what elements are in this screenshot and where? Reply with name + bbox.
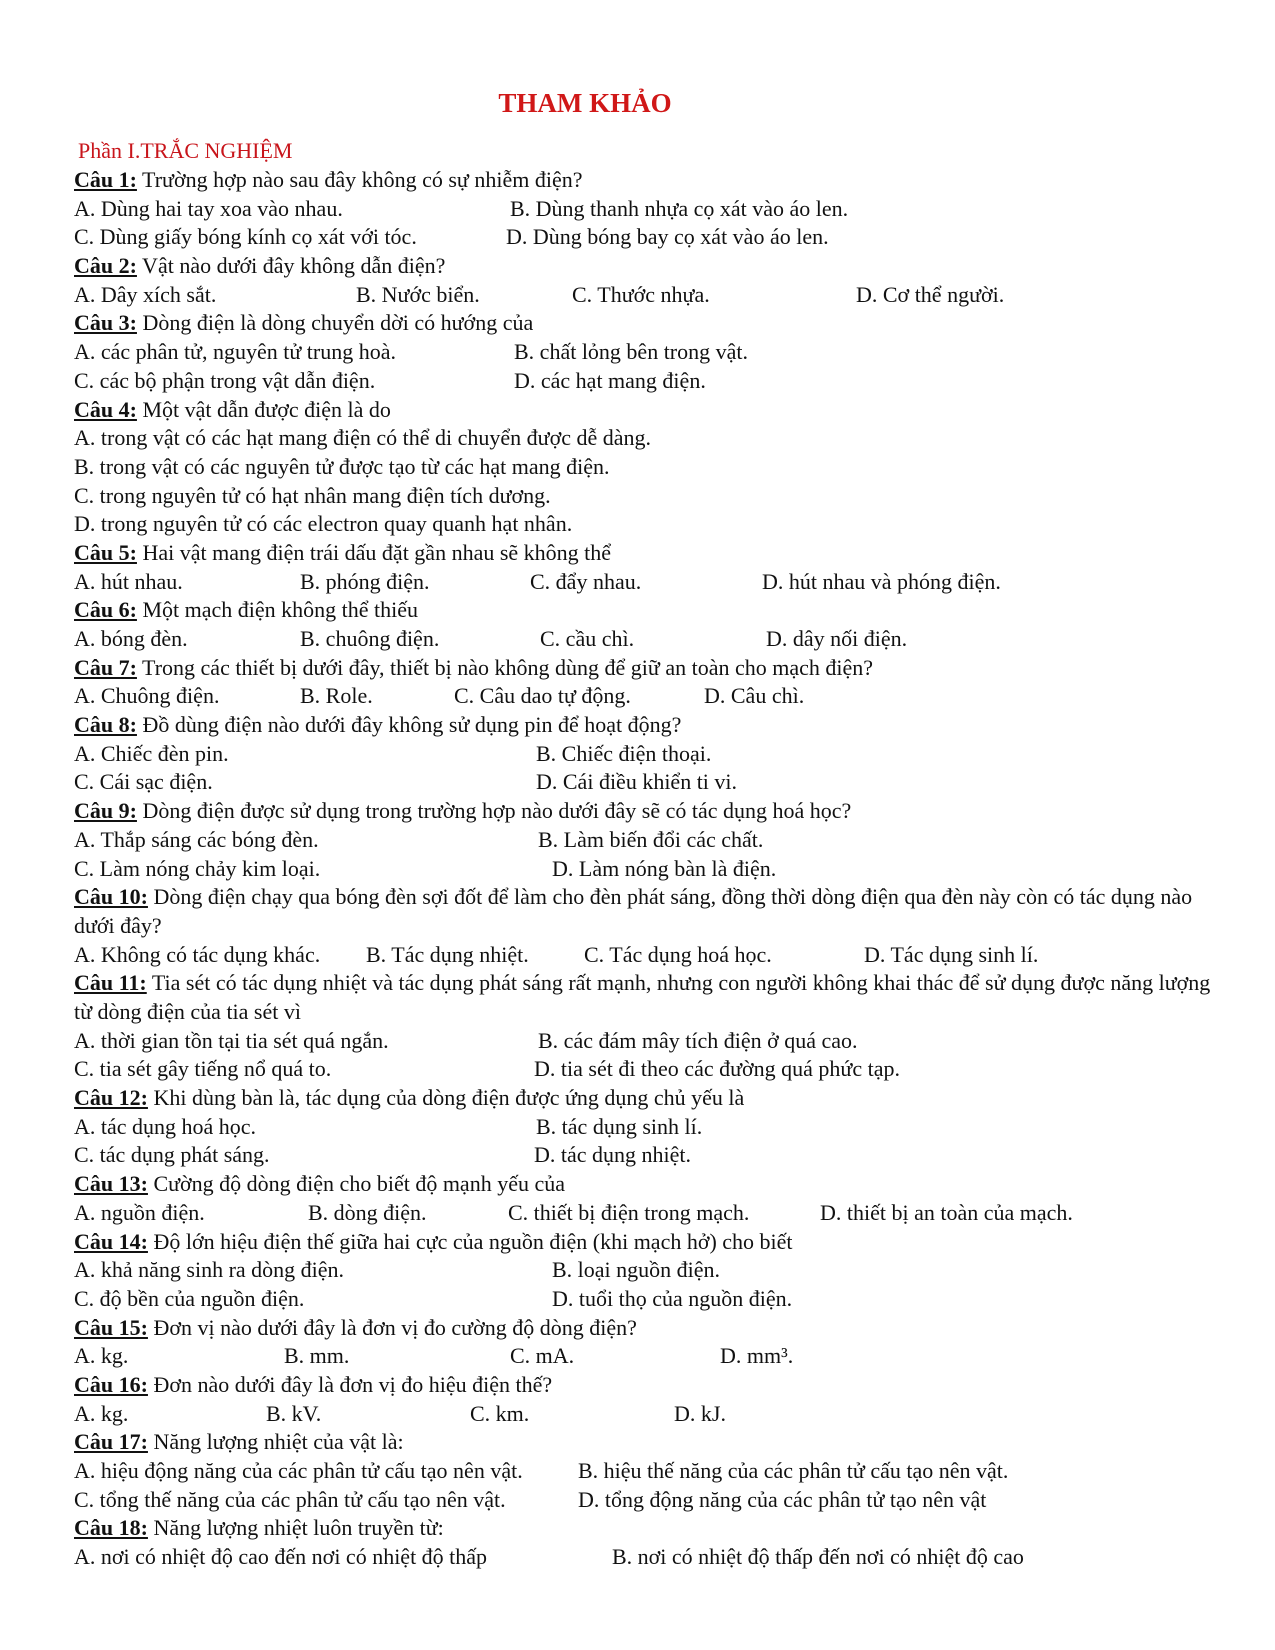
option-b: B. kV. <box>266 1400 322 1426</box>
option-c: C. Làm nóng chảy kim loại. <box>74 855 321 881</box>
answer-row <box>74 195 1224 224</box>
question-label: Câu 2: <box>74 253 137 279</box>
option-a: A. tác dụng hoá học. <box>74 1113 257 1139</box>
question-text: Hai vật mang điện trái dấu đặt gần nhau sẽ không thể <box>136 539 612 565</box>
option-a: A. Dùng hai tay xoa vào nhau. <box>74 195 343 221</box>
option-b: B. Tác dụng nhiệt. <box>366 941 529 967</box>
question-2 <box>74 252 1224 281</box>
option-b: B. dòng điện. <box>308 1199 427 1225</box>
option-c: C. Câu dao tự động. <box>454 683 631 709</box>
answer-row <box>74 1400 1224 1429</box>
question-list <box>74 166 1224 1572</box>
option-a: A. Không có tác dụng khác. <box>74 941 321 967</box>
option-d: D. tia sét đi theo các đường quá phức tạp. <box>534 1056 900 1082</box>
option-c: C. tác dụng phát sáng. <box>74 1142 270 1168</box>
option-d: D. tác dụng nhiệt. <box>534 1142 692 1168</box>
option-d: D. Cơ thể người. <box>856 281 1005 307</box>
question-text: Tia sét có tác dụng nhiệt và tác dụng phát sáng rất mạnh, nhưng con người không khai thác để sử dụng được năng lượng từ dòng điện của tia sét vì <box>74 970 1211 1024</box>
question-text: Một vật dẫn được điện là do <box>136 396 391 422</box>
question-6 <box>74 596 1224 625</box>
option-c: C. Thước nhựa. <box>572 281 710 307</box>
question-label: Câu 11: <box>74 970 147 996</box>
option-a: A. hiệu động năng của các phân tử cấu tạo nên vật. <box>74 1458 523 1483</box>
question-11 <box>74 969 1224 1026</box>
question-5 <box>74 539 1224 568</box>
question-label: Câu 10: <box>74 884 148 910</box>
option-b: B. chất lỏng bên trong vật. <box>514 339 749 365</box>
question-18 <box>74 1514 1224 1543</box>
question-label: Câu 4: <box>74 396 137 422</box>
question-text: Dòng điện là dòng chuyển dời có hướng của <box>136 310 534 336</box>
option-c: C. đẩy nhau. <box>530 568 642 594</box>
answer-row <box>74 1141 1224 1170</box>
option-d: D. Dùng bóng bay cọ xát vào áo len. <box>506 224 829 250</box>
option-a: A. kg. <box>74 1343 129 1369</box>
option-a: A. Thắp sáng các bóng đèn. <box>74 826 319 852</box>
question-text: Độ lớn hiệu điện thế giữa hai cực của nguồn điện (khi mạch hở) cho biết <box>147 1228 793 1254</box>
question-label: Câu 12: <box>74 1085 148 1111</box>
option-d: D. Làm nóng bàn là điện. <box>552 855 777 881</box>
option-b: B. phóng điện. <box>300 568 430 594</box>
option-b: B. Role. <box>300 683 373 709</box>
answer-row <box>74 826 1224 855</box>
answer-row <box>74 568 1224 597</box>
option-a: A. Chuông điện. <box>74 683 220 709</box>
answer-row <box>74 1027 1224 1056</box>
option-a: A. các phân tử, nguyên tử trung hoà. <box>74 339 396 365</box>
question-text: Dòng điện được sử dụng trong trường hợp nào dưới đây sẽ có tác dụng hoá học? <box>136 798 852 824</box>
option-a: A. thời gian tồn tại tia sét quá ngắn. <box>74 1027 389 1053</box>
question-15 <box>74 1314 1224 1343</box>
question-text: Năng lượng nhiệt luôn truyền từ: <box>147 1515 444 1541</box>
question-text: Đơn nào dưới đây là đơn vị đo hiệu điện thế? <box>147 1371 553 1397</box>
answer-row <box>74 223 1224 252</box>
answer-row <box>74 424 1224 453</box>
option-a: A. nơi có nhiệt độ cao đến nơi có nhiệt độ thấp <box>74 1544 488 1570</box>
answer-row <box>74 1199 1224 1228</box>
option-a: A. khả năng sinh ra dòng điện. <box>74 1257 345 1283</box>
question-label: Câu 13: <box>74 1171 148 1197</box>
option-c: C. Dùng giấy bóng kính cọ xát với tóc. <box>74 224 417 250</box>
question-7 <box>74 654 1224 683</box>
answer-row <box>74 1457 1224 1486</box>
answer-row <box>74 1543 1224 1572</box>
option-d: D. dây nối điện. <box>766 626 908 651</box>
option-d: D. tuổi thọ của nguồn điện. <box>552 1285 793 1311</box>
option-b: B. hiệu thế năng của các phân tử cấu tạo nên vật. <box>578 1458 1009 1483</box>
page-title: THAM KHẢO <box>498 88 672 118</box>
option-d: D. kJ. <box>674 1400 726 1426</box>
answer-row <box>74 510 1224 539</box>
option-a: A. Chiếc đèn pin. <box>74 740 229 766</box>
option-b: B. nơi có nhiệt độ thấp đến nơi có nhiệt độ cao <box>612 1544 1024 1570</box>
question-4 <box>74 396 1224 425</box>
option-c: C. cầu chì. <box>540 626 635 651</box>
answer-row <box>74 768 1224 797</box>
option-b: B. tác dụng sinh lí. <box>536 1113 703 1139</box>
question-text: Năng lượng nhiệt của vật là: <box>147 1429 404 1455</box>
option-c: C. km. <box>470 1400 530 1426</box>
question-text: Trong các thiết bị dưới đây, thiết bị nào không dùng để giữ an toàn cho mạch điện? <box>136 654 874 680</box>
option-c: C. tổng thế năng của các phân tử cấu tạo nên vật. <box>74 1486 506 1512</box>
option-c: C. mA. <box>510 1343 575 1369</box>
answer-row <box>74 1342 1224 1371</box>
question-13 <box>74 1170 1224 1199</box>
question-12 <box>74 1084 1224 1113</box>
option-b: B. Chiếc điện thoại. <box>536 740 712 766</box>
answer-row <box>74 941 1224 970</box>
question-label: Câu 9: <box>74 798 137 824</box>
question-label: Câu 15: <box>74 1314 148 1340</box>
option-d: D. Cái điều khiển ti vi. <box>536 769 738 795</box>
option-c: C. độ bền của nguồn điện. <box>74 1285 305 1311</box>
question-8 <box>74 711 1224 740</box>
question-label: Câu 5: <box>74 539 137 565</box>
option-b: B. mm. <box>284 1343 350 1369</box>
option-b: B. Làm biến đổi các chất. <box>538 826 764 852</box>
question-label: Câu 16: <box>74 1371 148 1397</box>
option-d: D. hút nhau và phóng điện. <box>762 568 1001 594</box>
answer-row <box>74 1256 1224 1285</box>
option-d: D. tổng động năng của các phân tử tạo nên vật <box>578 1486 987 1512</box>
question-label: Câu 14: <box>74 1228 148 1254</box>
answer-row <box>74 1285 1224 1314</box>
question-text: Một mạch điện không thể thiếu <box>136 597 419 623</box>
question-label: Câu 6: <box>74 597 137 623</box>
question-text: Đơn vị nào dưới đây là đơn vị đo cường độ dòng điện? <box>147 1314 637 1340</box>
option-a: A. Dây xích sắt. <box>74 281 217 307</box>
option-b: B. loại nguồn điện. <box>552 1257 721 1283</box>
question-16 <box>74 1371 1224 1400</box>
option-c: C. Cái sạc điện. <box>74 769 213 795</box>
option-d: D. trong nguyên tử có các electron quay quanh hạt nhân. <box>74 511 573 537</box>
option-b: B. trong vật có các nguyên tử được tạo từ các hạt mang điện. <box>74 453 610 479</box>
question-9 <box>74 797 1224 826</box>
option-b: B. Nước biển. <box>356 281 480 307</box>
question-label: Câu 7: <box>74 654 137 680</box>
option-c: C. trong nguyên tử có hạt nhân mang điện tích dương. <box>74 482 551 508</box>
option-b: B. chuông điện. <box>300 626 440 651</box>
question-text: Vật nào dưới đây không dẫn điện? <box>136 253 446 279</box>
option-d: D. thiết bị an toàn của mạch. <box>820 1199 1073 1225</box>
answer-row <box>74 281 1224 310</box>
question-label: Câu 3: <box>74 310 137 336</box>
option-c: C. thiết bị điện trong mạch. <box>508 1199 750 1225</box>
question-14 <box>74 1228 1224 1257</box>
answer-row <box>74 482 1224 511</box>
option-a: A. bóng đèn. <box>74 626 188 651</box>
question-text: Trường hợp nào sau đây không có sự nhiễm điện? <box>136 167 583 192</box>
answer-row <box>74 1113 1224 1142</box>
question-text: Đồ dùng điện nào dưới đây không sử dụng pin để hoạt động? <box>136 712 682 738</box>
question-17 <box>74 1428 1224 1457</box>
option-a: A. trong vật có các hạt mang điện có thể di chuyển được dễ dàng. <box>74 425 652 451</box>
option-c: C. các bộ phận trong vật dẫn điện. <box>74 367 376 393</box>
section-heading: Phần I.TRẮC NGHIỆM <box>78 138 293 163</box>
option-a: A. nguồn điện. <box>74 1199 205 1225</box>
question-3 <box>74 309 1224 338</box>
answer-row <box>74 740 1224 769</box>
option-b: B. các đám mây tích điện ở quá cao. <box>538 1027 858 1053</box>
option-d: D. Tác dụng sinh lí. <box>864 941 1039 967</box>
option-c: C. tia sét gây tiếng nổ quá to. <box>74 1056 332 1082</box>
option-b: B. Dùng thanh nhựa cọ xát vào áo len. <box>510 195 849 221</box>
question-label: Câu 17: <box>74 1429 148 1455</box>
answer-row <box>74 1486 1224 1515</box>
question-text: Cường độ dòng điện cho biết độ mạnh yếu của <box>147 1171 565 1197</box>
answer-row <box>74 855 1224 884</box>
question-text: Khi dùng bàn là, tác dụng của dòng điện được ứng dụng chủ yếu là <box>147 1085 745 1111</box>
answer-row <box>74 367 1224 396</box>
question-1 <box>74 166 1224 195</box>
option-d: D. các hạt mang điện. <box>514 367 706 393</box>
answer-row <box>74 625 1224 654</box>
question-label: Câu 18: <box>74 1515 148 1541</box>
option-a: A. hút nhau. <box>74 568 183 594</box>
answer-row <box>74 453 1224 482</box>
option-c: C. Tác dụng hoá học. <box>584 941 772 967</box>
question-10 <box>74 883 1224 940</box>
question-text: Dòng điện chạy qua bóng đèn sợi đốt để làm cho đèn phát sáng, đồng thời dòng điện qua đèn này còn có tác dụng nào dưới đây? <box>74 884 1193 938</box>
answer-row <box>74 1055 1224 1084</box>
option-d: D. Câu chì. <box>704 683 805 709</box>
option-a: A. kg. <box>74 1400 129 1426</box>
answer-row <box>74 338 1224 367</box>
question-label: Câu 8: <box>74 712 137 738</box>
question-label: Câu 1: <box>74 167 137 192</box>
option-d: D. mm³. <box>720 1343 794 1369</box>
answer-row <box>74 682 1224 711</box>
